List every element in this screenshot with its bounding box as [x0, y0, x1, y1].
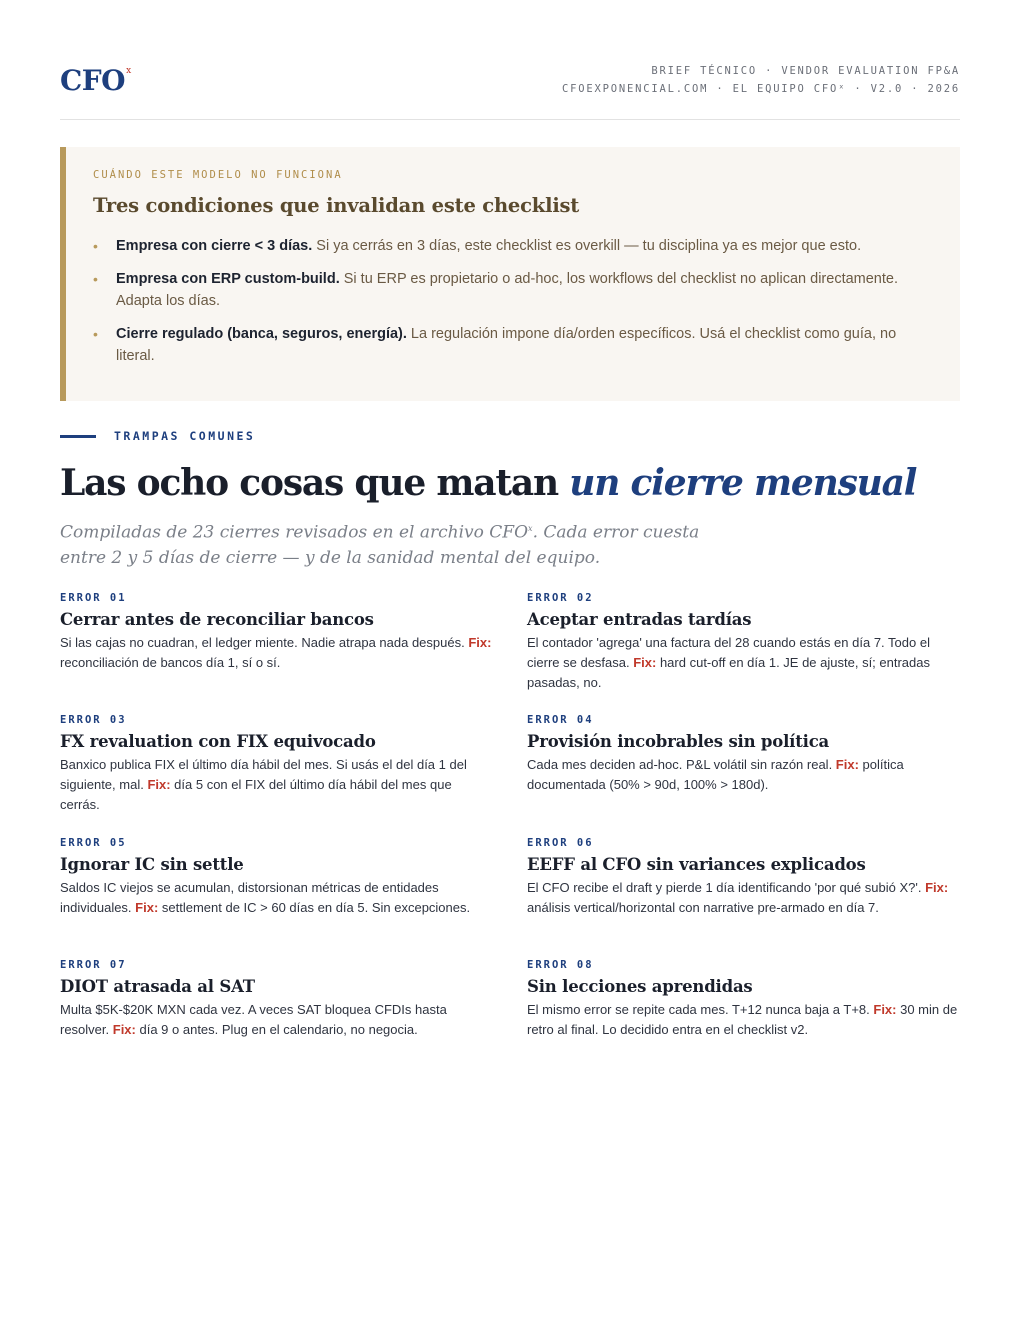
error-title: Provisión incobrables sin política	[527, 732, 830, 751]
callout-item: • Empresa con cierre < 3 días. Si ya cerrás en 3 días, este checklist es overkill — tu disciplina ya es mejor que esto.	[93, 235, 934, 258]
error-card	[527, 714, 961, 795]
error-body: Cada mes deciden ad-hoc. P&L volátil sin razón real. Fix: política documentada (50% > 90d, 100% > 180d).	[527, 757, 904, 792]
error-body: Saldos IC viejos se acumulan, distorsionan métricas de entidades individuales. Fix: settlement de IC > 60 días en día 5. Sin excepciones.	[60, 880, 471, 915]
error-card	[60, 592, 494, 673]
error-number: ERROR 04	[527, 714, 594, 726]
section-subtitle: Compiladas de 23 cierres revisados en el archivo CFO$^x$. Cada error cuesta entre 2 y 5 días de cierre — y de la sanidad mental del equipo.	[60, 522, 700, 568]
error-title: EEFF al CFO sin variances explicados	[527, 855, 866, 874]
error-title: Sin lecciones aprendidas	[527, 977, 753, 996]
page-header	[60, 58, 960, 120]
error-body: Banxico publica FIX el último día hábil del mes. Si usás el del día 1 del siguiente, mal. Fix: día 5 con el FIX del último día hábil del mes que cerrás.	[60, 757, 467, 812]
error-title: Aceptar entradas tardías	[527, 610, 752, 629]
meta-line-2: CFOEXPONENCIAL.COM · EL EQUIPO CFOˣ · V2.0 · 2026	[562, 83, 960, 95]
error-card	[60, 837, 494, 918]
eyebrow-label: TRAMPAS COMUNES	[114, 429, 256, 443]
header-meta	[562, 62, 960, 98]
warning-callout	[60, 147, 960, 401]
section-title: Las ocho cosas que matan un cierre mensual	[60, 462, 917, 504]
callout-item: • Cierre regulado (banca, seguros, energía). La regulación impone día/orden específicos. Usá el checklist como guía, no literal.	[93, 323, 934, 368]
error-body: Si las cajas no cuadran, el ledger miente. Nadie atrapa nada después. Fix: reconciliación de bancos día 1, sí o sí.	[60, 635, 492, 670]
error-number: ERROR 07	[60, 959, 127, 971]
error-card	[527, 959, 961, 1040]
error-body: El contador 'agrega' una factura del 28 cuando estás en día 7. Todo el cierre se desfasa. Fix: hard cut-off en día 1. JE de ajuste, sí; entradas pasadas, no.	[527, 635, 930, 690]
error-title: FX revaluation con FIX equivocado	[60, 732, 376, 751]
error-title: DIOT atrasada al SAT	[60, 977, 255, 996]
callout-item: • Empresa con ERP custom-build. Si tu ERP es propietario o ad-hoc, los workflows del checklist no aplican directamente. Adapta los días.	[93, 268, 934, 313]
section-eyebrow	[60, 429, 255, 443]
callout-title: Tres condiciones que invalidan este checklist	[93, 194, 580, 217]
eyebrow-rule	[60, 435, 96, 438]
error-card	[527, 837, 961, 918]
error-card	[60, 959, 494, 1040]
callout-list	[93, 235, 934, 368]
error-title: Cerrar antes de reconciliar bancos	[60, 610, 374, 629]
error-body: El mismo error se repite cada mes. T+12 nunca baja a T+8. Fix: 30 min de retro al final. Lo decidido entra en el checklist v2.	[527, 1002, 958, 1037]
error-body: El CFO recibe el draft y pierde 1 día identificando 'por qué subió X?'. Fix: análisis vertical/horizontal con narrative pre-armado en día 7.	[527, 880, 949, 915]
error-card	[60, 714, 494, 815]
error-body: Multa $5K-$20K MXN cada vez. A veces SAT bloquea CFDIs hasta resolver. Fix: día 9 o antes. Plug en el calendario, no negocia.	[60, 1002, 447, 1037]
error-number: ERROR 02	[527, 592, 594, 604]
error-number: ERROR 05	[60, 837, 127, 849]
error-card	[527, 592, 961, 693]
error-number: ERROR 08	[527, 959, 594, 971]
error-number: ERROR 01	[60, 592, 127, 604]
error-title: Ignorar IC sin settle	[60, 855, 244, 874]
error-number: ERROR 06	[527, 837, 594, 849]
meta-line-1: BRIEF TÉCNICO · VENDOR EVALUATION FP&A	[651, 65, 960, 77]
cfo-logo: CFO$^x$	[60, 64, 131, 97]
error-number: ERROR 03	[60, 714, 127, 726]
callout-eyebrow: CUÁNDO ESTE MODELO NO FUNCIONA	[93, 169, 343, 181]
